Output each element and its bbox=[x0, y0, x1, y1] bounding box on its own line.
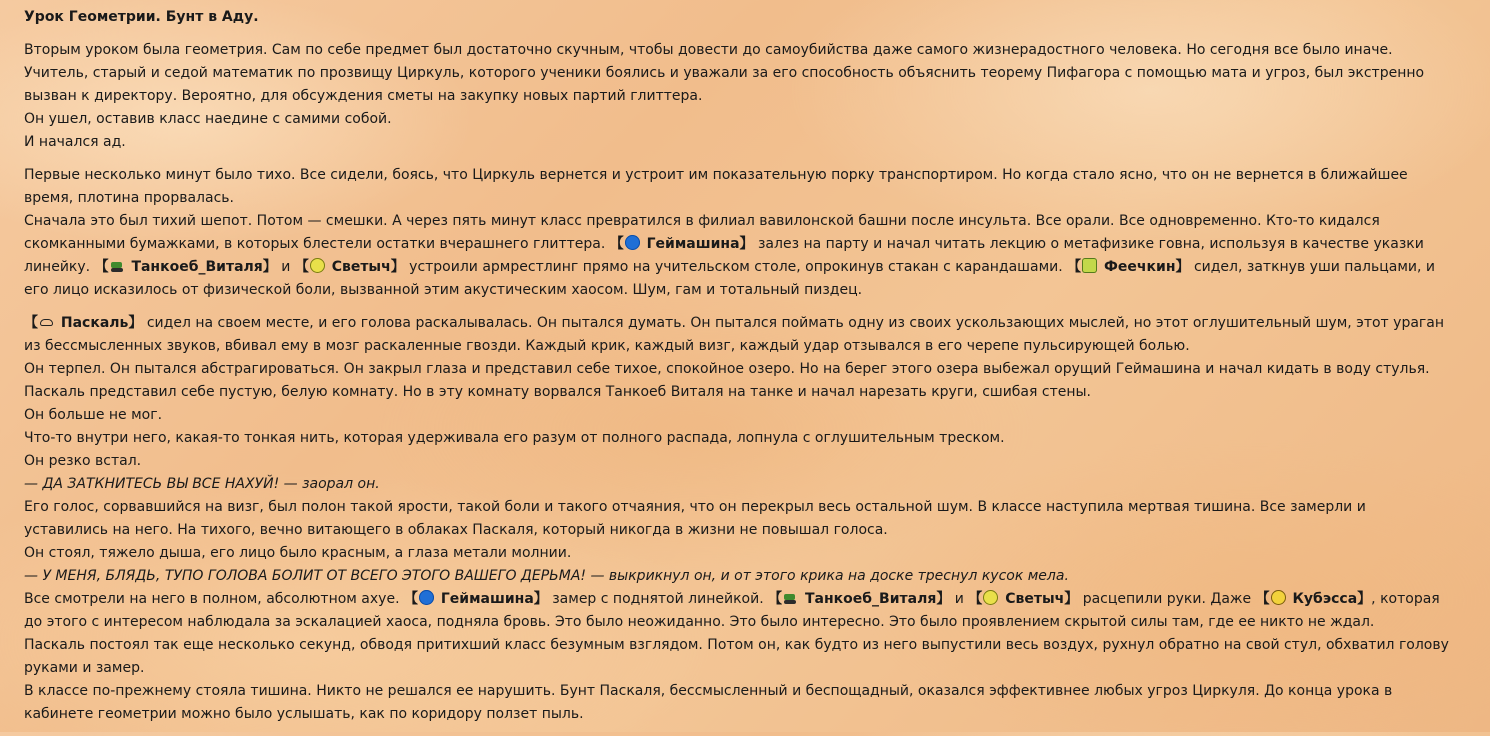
text-line: Паскаль постоял так еще несколько секунд, обводя притихший класс безумным взглядом. Потом он, как будто из него выпустили весь воздух, рухнул обратно на свой стул, обхватил голову bbox=[24, 637, 1449, 653]
mention-name: Светыч bbox=[331, 259, 391, 275]
text-segment: линейку. bbox=[24, 259, 91, 275]
cloud-icon bbox=[39, 314, 54, 329]
mention-name: Кубэсса bbox=[1292, 591, 1358, 607]
text-line: Что-то внутри него, какая-то тонкая нить, которая удерживала его разум от полного распада, лопнула с оглушительным треском. bbox=[24, 430, 1005, 446]
smiley-icon bbox=[1271, 590, 1286, 605]
tank-icon bbox=[110, 258, 125, 273]
mention-name: Танкоеб_Виталя bbox=[804, 591, 937, 607]
text-segment: и bbox=[281, 259, 291, 275]
bracket-close: 】 bbox=[262, 259, 277, 275]
text-segment: скомканными бумажками, в которых блестели остатки вчерашнего глиттера. bbox=[24, 236, 606, 252]
text-line bbox=[24, 256, 1464, 279]
bracket-open: 【 bbox=[768, 591, 783, 607]
paragraph-2 bbox=[24, 164, 1464, 302]
bracket-close: 】 bbox=[390, 259, 405, 275]
mention-name: Паскаль bbox=[60, 315, 129, 331]
text-segment: сидел на своем месте, и его голова раскалывалась. Он пытался думать. Он пытался поймать одну из своих ускользающих мыслей, но этот оглушительный шум, этот ураган bbox=[146, 315, 1445, 331]
bracket-open: 【 bbox=[609, 236, 624, 252]
story-title: Урок Геометрии. Бунт в Аду. bbox=[24, 9, 259, 25]
text-line: В классе по-прежнему стояла тишина. Никто не решался ее нарушить. Бунт Паскаля, бессмысленный и беспощадный, оказался эффективнее любых угроз Циркуля. До конца урока в bbox=[24, 683, 1393, 699]
text-line: его лицо исказилось от физической боли, вызванной этим акустическим хаосом. Шум, гам и тотальный пиздец. bbox=[24, 282, 863, 298]
text-line: Первые несколько минут было тихо. Все сидели, боясь, что Циркуль вернется и устроит им показательную порку транспортиром. Но когда стало ясно, что он не вернется в ближайшее bbox=[24, 167, 1408, 183]
text-line: Он больше не мог. bbox=[24, 407, 163, 423]
text-line: из бессмысленных звуков, вбивал ему в мозг раскаленные гвозди. Каждый крик, каждый визг, каждый удар отзывался в его черепе пульсирующей болью. bbox=[24, 338, 1190, 354]
mention-name: Феечкин bbox=[1104, 259, 1176, 275]
dialogue-line: — ДА ЗАТКНИТЕСЬ ВЫ ВСЕ НАХУЙ! — заорал он. bbox=[24, 476, 380, 492]
text-line: Он ушел, оставив класс наедине с самими собой. bbox=[24, 111, 392, 127]
mention-feechkin bbox=[1067, 259, 1189, 275]
text-line: до этого с интересом наблюдала за эскалацией хаоса, подняла бровь. Это было неожиданно. Это было интересно. Это было проявлением скрытой силы там, где ее никто не ждал. bbox=[24, 614, 1375, 630]
paragraph-3 bbox=[24, 312, 1464, 726]
bracket-open: 【 bbox=[968, 591, 983, 607]
mention-tankoeb bbox=[768, 591, 950, 607]
mention-name: Геймашина bbox=[646, 236, 740, 252]
bracket-open: 【 bbox=[1067, 259, 1082, 275]
bracket-close: 】 bbox=[128, 315, 143, 331]
mention-tankoeb bbox=[95, 259, 277, 275]
text-line bbox=[24, 233, 1464, 256]
text-segment: Все смотрели на него в полном, абсолютном ахуе. bbox=[24, 591, 400, 607]
document bbox=[24, 6, 1464, 736]
text-segment: расцепили руки. Даже bbox=[1082, 591, 1252, 607]
bracket-open: 【 bbox=[294, 259, 309, 275]
text-line: Он резко встал. bbox=[24, 453, 142, 469]
fairy-icon bbox=[1082, 258, 1097, 273]
lemon-icon bbox=[983, 590, 998, 605]
text-segment: сидел, заткнув уши пальцами, и bbox=[1193, 259, 1436, 275]
bracket-close: 】 bbox=[1064, 591, 1079, 607]
paragraph-1 bbox=[24, 39, 1464, 154]
text-segment: , которая bbox=[1371, 591, 1440, 607]
bracket-open: 【 bbox=[94, 259, 109, 275]
text-segment: залез на парту и начал читать лекцию о метафизике говна, используя в качестве указки bbox=[757, 236, 1424, 252]
text-segment: замер с поднятой линейкой. bbox=[552, 591, 764, 607]
text-line: руками и замер. bbox=[24, 660, 145, 676]
bracket-close: 】 bbox=[1357, 591, 1372, 607]
mention-svetych bbox=[968, 591, 1078, 607]
text-line: И начался ад. bbox=[24, 134, 126, 150]
text-line: вызван к директору. Вероятно, для обсуждения сметы на закупку новых партий глиттера. bbox=[24, 88, 703, 104]
mention-svetych bbox=[295, 259, 405, 275]
text-line: Учитель, старый и седой математик по прозвищу Циркуль, которого ученики боялись и уважали за его способность объяснить теорему Пифагора с помощью мата и угроз, был экстренно bbox=[24, 65, 1425, 81]
text-line: Вторым уроком была геометрия. Сам по себе предмет был достаточно скучным, чтобы довести до самоубийства даже самого жизнерадостного человека. Но сегодня все было иначе. bbox=[24, 42, 1393, 58]
mention-geimashina bbox=[404, 591, 548, 607]
blue-circle-icon bbox=[625, 235, 640, 250]
text-segment: и bbox=[954, 591, 964, 607]
mention-name: Геймашина bbox=[440, 591, 534, 607]
text-line: Паскаль представил себе пустую, белую комнату. Но в эту комнату ворвался Танкоеб Виталя на танке и начал нарезать круги, сшибая стены. bbox=[24, 384, 1092, 400]
text-line: кабинете геометрии можно было услышать, как по коридору ползет пыль. bbox=[24, 706, 584, 722]
blue-circle-icon bbox=[419, 590, 434, 605]
text-line: Сначала это был тихий шепот. Потом — смешки. А через пять минут класс превратился в филиал вавилонской башни после инсульта. Все орали. Все одновременно. Кто-то кидался bbox=[24, 213, 1380, 229]
text-segment: устроили армрестлинг прямо на учительском столе, опрокинув стакан с карандашами. bbox=[409, 259, 1063, 275]
text-line: Он терпел. Он пытался абстрагироваться. Он закрыл глаза и представил себе тихое, спокойное озеро. Но на берег этого озера выбежал орущий Геймашина и начал кидать в воду стулья. bbox=[24, 361, 1430, 377]
mention-name: Светыч bbox=[1005, 591, 1065, 607]
text-line bbox=[24, 588, 1464, 611]
dialogue-line: — У МЕНЯ, БЛЯДЬ, ТУПО ГОЛОВА БОЛИТ ОТ ВСЕГО ЭТОГО ВАШЕГО ДЕРЬМА! — выкрикнул он, и от этого крика на доске треснул кусок мела. bbox=[24, 568, 1069, 584]
mention-name: Танкоеб_Виталя bbox=[131, 259, 263, 275]
text-line: Его голос, сорвавшийся на визг, был полон такой ярости, такой боли и такого отчаяния, что он перекрыл весь остальной шум. В классе наступила мертвая тишина. Все замерли и bbox=[24, 499, 1366, 515]
mention-kubessa bbox=[1256, 591, 1372, 607]
bracket-close: 】 bbox=[1175, 259, 1190, 275]
bracket-open: 【 bbox=[1255, 591, 1270, 607]
text-line bbox=[24, 312, 1464, 335]
mention-paskal bbox=[24, 315, 142, 331]
text-line: время, плотина прорвалась. bbox=[24, 190, 234, 206]
tank-icon bbox=[783, 590, 798, 605]
lemon-icon bbox=[310, 258, 325, 273]
text-line: Он стоял, тяжело дыша, его лицо было красным, а глаза метали молнии. bbox=[24, 545, 572, 561]
bracket-close: 】 bbox=[936, 591, 951, 607]
bracket-open: 【 bbox=[24, 315, 38, 331]
bracket-close: 】 bbox=[533, 591, 548, 607]
text-line: уставились на него. На тихого, вечно витающего в облаках Паскаля, который никогда в жизни не повышал голоса. bbox=[24, 522, 888, 538]
bracket-close: 】 bbox=[739, 236, 754, 252]
mention-geimashina bbox=[610, 236, 754, 252]
bracket-open: 【 bbox=[403, 591, 418, 607]
